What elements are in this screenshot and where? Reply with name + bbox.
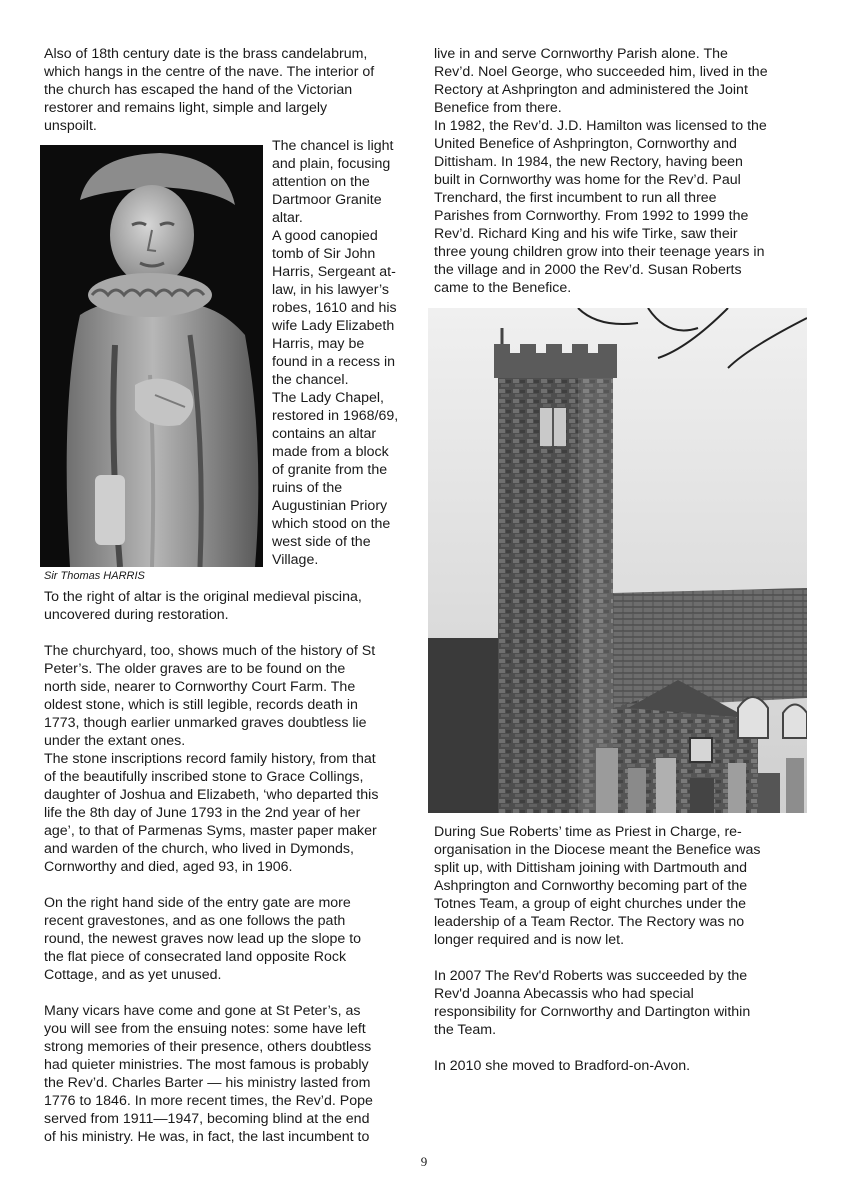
church-tower-photo bbox=[428, 308, 807, 813]
statue-caption: Sir Thomas HARRIS bbox=[44, 570, 145, 582]
statue-photo bbox=[40, 145, 263, 567]
vicars-paragraph: Many vicars have come and gone at St Peter’s, as you will see from the ensuing notes: some have left strong memories of their presence, others doubtless had quieter ministries. The most famous is probably the Rev’d. Charles Barter — his ministry lasted from 1776 to 1846. In more recent times, the Rev’d. Pope served from 1911—1947, becoming blind at the end of his ministry. He was, in fact, the last incumbent to bbox=[44, 1003, 373, 1145]
candelabrum-paragraph: Also of 18th century date is the brass candelabrum, which hangs in the centre of the nave. The interior of the church has escaped the hand of the Victorian restorer and remains light, simple and largely unspoilt. bbox=[44, 46, 375, 134]
chancel-column bbox=[272, 137, 422, 569]
chancel-paragraph: The chancel is light and plain, focusing attention on the Dartmoor Granite altar. bbox=[272, 138, 394, 226]
right-column-main bbox=[434, 823, 806, 1075]
left-column-main bbox=[44, 588, 416, 1146]
noel-george-paragraph: live in and serve Cornworthy Parish alone. The Rev’d. Noel George, who succeeded him, lived in the Rectory at Ashprington and administered the Joint Benefice from there. bbox=[434, 46, 768, 116]
tomb-paragraph: A good canopied tomb of Sir John Harris, Sergeant at- law, in his lawyer’s robes, 1610 and his wife Lady Elizabeth Harris, may be found in a recess in the chancel. bbox=[272, 228, 397, 388]
bradford-paragraph: In 2010 she moved to Bradford-on-Avon. bbox=[434, 1058, 691, 1074]
page-number: 9 bbox=[420, 1154, 428, 1169]
benefice-history-paragraph: In 1982, the Rev’d. J.D. Hamilton was licensed to the United Benefice of Ashprington, Cornworthy and Dittisham. In 1984, the new Rectory, having been built in Cornworthy was home for the Rev’d. Paul Trenchard, the first incumbent to run all three Parishes from Cornworthy. From 1992 to 1999 the Rev’d. Richard King and his wife Tirke, saw their three young children grow into their teenage years in the village and in 2000 the Rev’d. Susan Roberts came to the Benefice. bbox=[434, 118, 767, 296]
churchyard-paragraph: The churchyard, too, shows much of the history of St Peter’s. The older graves are to be found on the north side, nearer to Cornworthy Court Farm. The oldest stone, which is still legible, records death in 1773, though earlier unmarked graves doubtless lie under the extant ones. bbox=[44, 643, 376, 749]
church-tower-illustration bbox=[428, 308, 807, 813]
left-column-intro bbox=[44, 45, 416, 135]
abecassis-paragraph: In 2007 The Rev'd Roberts was succeeded by the Rev'd Joanna Abecassis who had special responsibility for Cornworthy and Dartington within the Team. bbox=[434, 968, 751, 1038]
gravestones-paragraph: On the right hand side of the entry gate are more recent gravestones, and as one follows the path round, the newest graves now lead up the slope to the flat piece of consecrated land opposite Rock Cottage, and as yet unused. bbox=[44, 895, 362, 983]
lady-chapel-paragraph: The Lady Chapel, restored in 1968/69, contains an altar made from a block of granite from the ruins of the Augustinian Priory which stood on the west side of the Village. bbox=[272, 390, 399, 568]
inscriptions-paragraph: The stone inscriptions record family history, from that of the beautifully inscribed stone to Grace Collings, daughter of Joshua and Elizabeth, ‘who departed this life the 8th day of June 1793 in the 2nd year of her age’, to that of Parmenas Syms, master paper maker and warden of the church, who lived in Dymonds, Cornworthy and died, aged 93, in 1906. bbox=[44, 751, 379, 875]
piscina-paragraph: To the right of altar is the original medieval piscina, uncovered during restoration. bbox=[44, 589, 362, 623]
right-column-intro bbox=[434, 45, 806, 297]
statue-illustration bbox=[40, 145, 263, 567]
reorganisation-paragraph: During Sue Roberts’ time as Priest in Charge, re- organisation in the Diocese meant the Benefice was split up, with Dittisham joining with Dartmouth and Ashprington and Cornworthy becoming part of the Totnes Team, a group of eight churches under the leadership of a Team Rector. The Rectory was no longer required and is now let. bbox=[434, 824, 761, 948]
